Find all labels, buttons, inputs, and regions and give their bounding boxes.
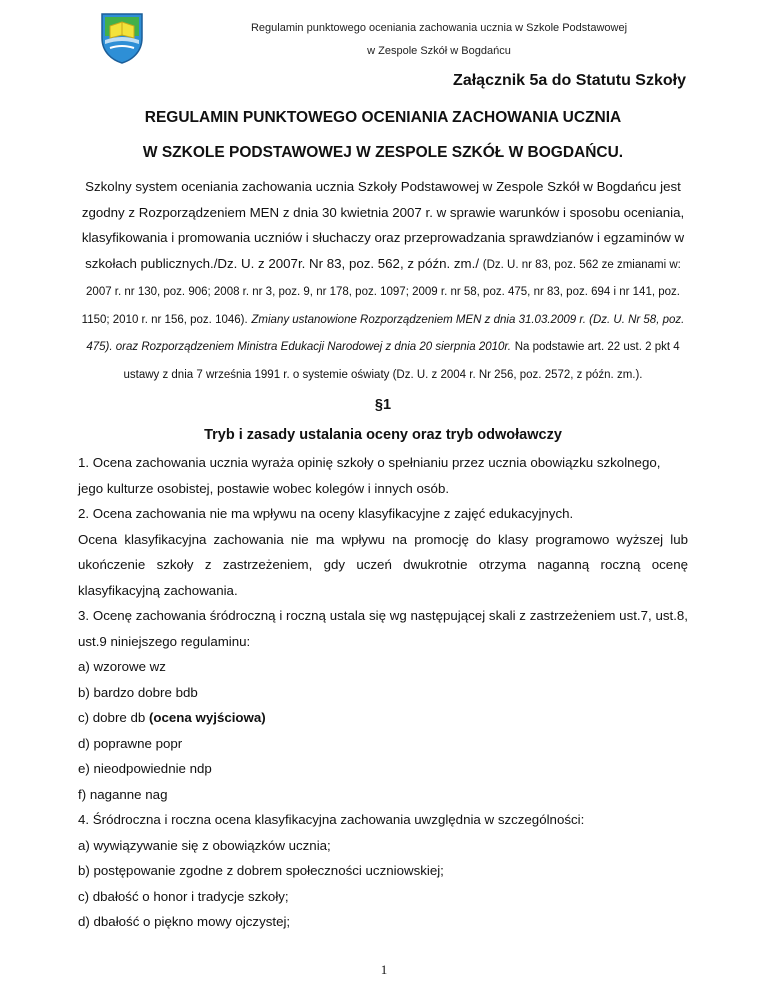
section-number: §1 — [374, 397, 392, 413]
document-title — [78, 100, 688, 170]
document-body — [78, 100, 688, 935]
point-2-continuation: Ocena klasyfikacyjna zachowania nie ma wpływu na promocję do klasy programowo wyższej lub ukończenie szkoły z zastrzeżeniem, gdy uczeń dwukrotnie otrzyma naganną roczną ocenę klasyfikacyjną zachowania. — [78, 531, 688, 598]
point-1: 1. Ocena zachowania ucznia wyraża opinię szkoły o spełnianiu przez ucznia obowiązku szkolnego, jego kulturze osobistej, postawie wobec kolegów i innych osób. — [78, 455, 661, 496]
intro-text-dz-u: (Dz. U. nr 83, poz. 562 ze zmianami w: 2007 r. nr 130, poz. 906; 2008 r. nr 3, poz. 9, nr 178, poz. 1097; 2009 r. nr 58, poz. 475, nr 83, poz. 694 i nr 141, poz. 1150; 2010 r. nr 156, poz. 1046). — [81, 258, 681, 326]
scale-item-naganne: f) naganne nag — [78, 786, 168, 802]
annex-label: Załącznik 5a do Statutu Szkoły — [453, 72, 686, 89]
criteria-item-d: d) dbałość o piękno mowy ojczystej; — [78, 914, 291, 929]
criteria-item-c: c) dbałość o honor i tradycje szkoły; — [78, 888, 289, 904]
running-header — [150, 20, 728, 58]
page-number: 1 — [380, 962, 388, 977]
title-line-1: REGULAMIN PUNKTOWEGO OCENIANIA ZACHOWANIA UCZNIA — [144, 109, 622, 126]
intro-text-legal-basis: Na podstawie art. 22 ust. 2 pkt 4 ustawy z dnia 7 września 1991 r. o systemie oświaty (Dz. U. z 2004 r. Nr 256, poz. 2572, z późn. zm.). — [123, 341, 680, 381]
intro-text-main: Szkolny system oceniania zachowania ucznia Szkoły Podstawowej w Zespole Szkół w Bogdańcu jest zgodny z Rozporządzeniem MEN z dnia 30 kwietnia 2007 r. w sprawie warunków i sposobu oceniania, klasyfikowania i promowania uczniów i słuchaczy oraz przeprowadzania sprawdzianów i egzaminów w szkołach publicznych./Dz. U. z 2007r. Nr 83, poz. 562, z późn. zm./ — [81, 179, 685, 271]
criteria-item-a: a) wywiązywanie się z obowiązków ucznia; — [78, 837, 331, 853]
point-2: 2. Ocena zachowania nie ma wpływu na oceny klasyfikacyjne z zajęć edukacyjnych. — [78, 506, 574, 521]
scale-item-dobre-note: (ocena wyjściowa) — [148, 710, 266, 725]
scale-item-dobre — [78, 705, 688, 731]
intro-text-amendments: Zmiany ustanowione Rozporządzeniem MEN z dnia 31.03.2009 r. (Dz. U. Nr 58, poz. 475). oraz Rozporządzeniem Ministra Edukacji Narodowej z dnia 20 sierpnia 2010r. — [86, 313, 685, 353]
point-3: 3. Ocenę zachowania śródroczną i roczną ustala się wg następującej skali z zastrzeżeniem ust.7, ust.8, ust.9 niniejszego regulaminu: — [78, 608, 688, 649]
scale-item-bardzo-dobre: b) bardzo dobre bdb — [78, 684, 198, 700]
school-crest-icon — [98, 8, 146, 64]
section-title: Tryb i zasady ustalania oceny oraz tryb odwoławczy — [204, 427, 562, 443]
header-line-2: w Zespole Szkół w Bogdańcu — [367, 45, 511, 57]
scale-item-wzorowe: a) wzorowe wz — [78, 659, 166, 674]
intro-paragraph — [78, 174, 688, 388]
title-line-2: W SZKOLE PODSTAWOWEJ W ZESPOLE SZKÓŁ W BOGDAŃCU. — [142, 144, 624, 161]
scale-item-nieodpowiednie: e) nieodpowiednie ndp — [78, 761, 212, 776]
scale-item-dobre-label: c) dobre db — [78, 710, 146, 725]
scale-item-poprawne: d) poprawne popr — [78, 735, 183, 751]
header-line-1: Regulamin punktowego oceniania zachowania ucznia w Szkole Podstawowej — [250, 22, 628, 34]
criteria-item-b: b) postępowanie zgodne z dobrem społeczności uczniowskiej; — [78, 863, 444, 878]
point-4: 4. Śródroczna i roczna ocena klasyfikacyjna zachowania uwzględnia w szczególności: — [78, 812, 585, 827]
